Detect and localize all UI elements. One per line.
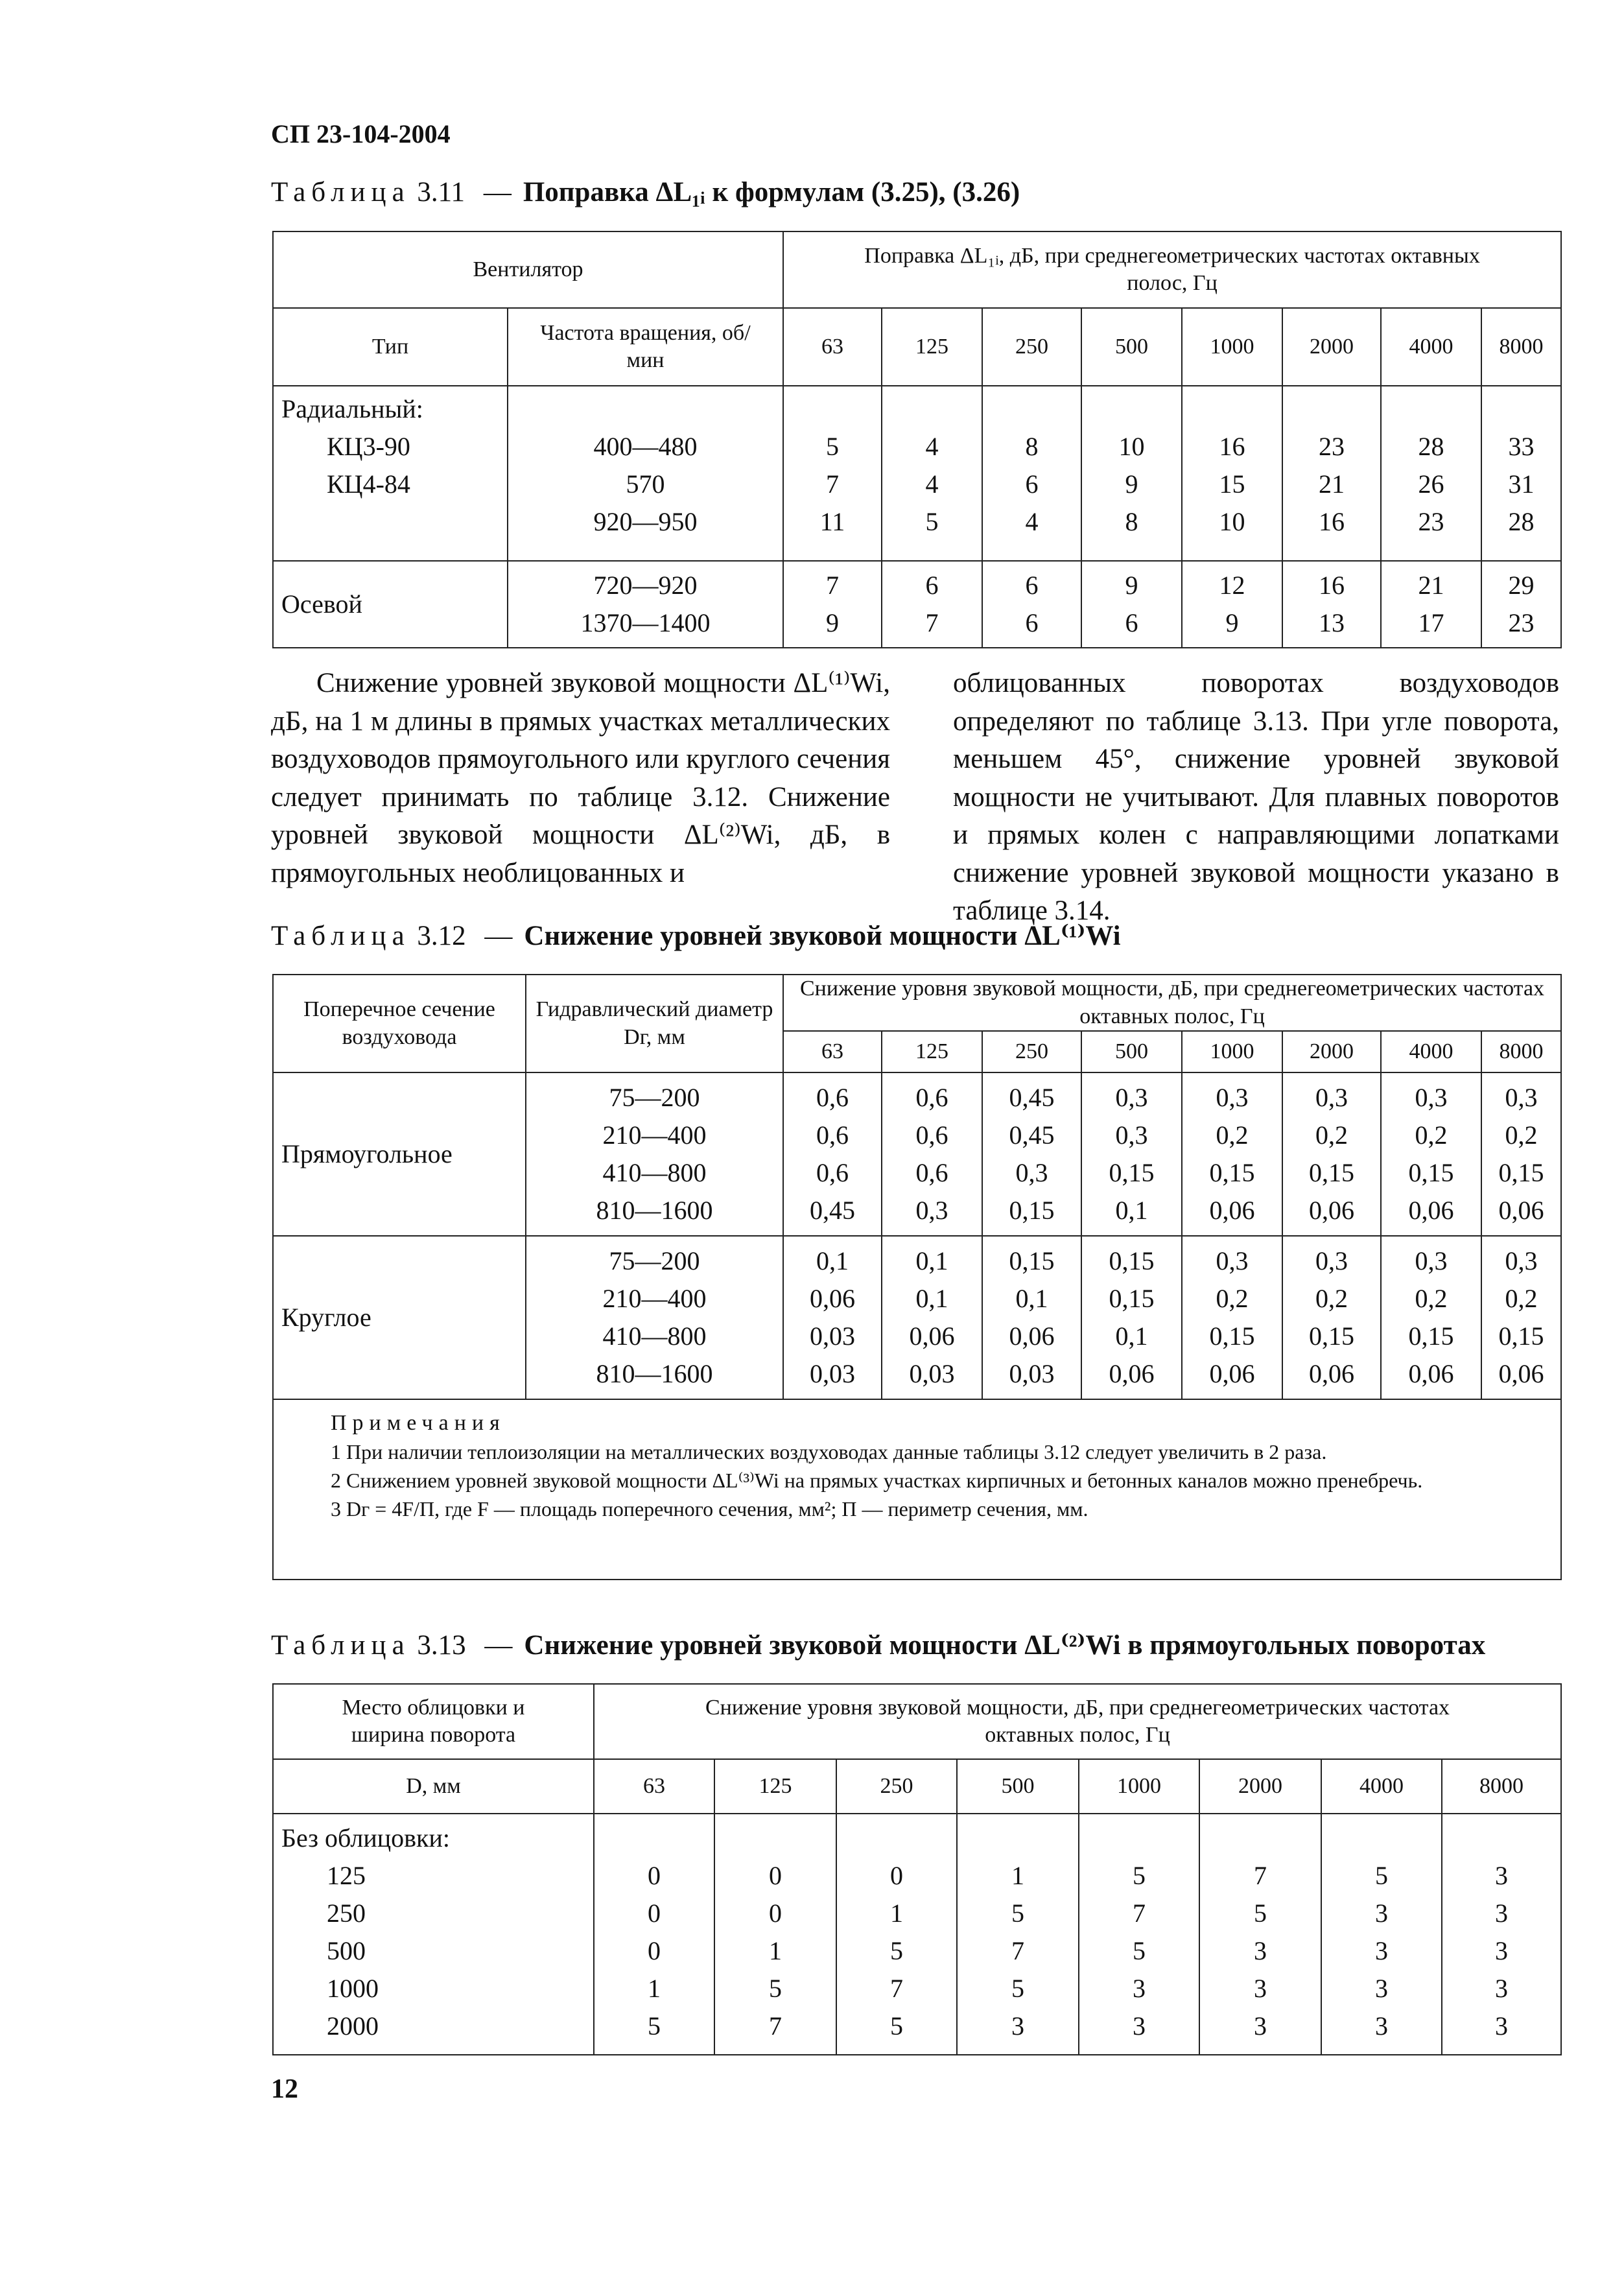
- head-speed: Частота вращения, об/мин: [508, 308, 783, 386]
- note-1: 1 При наличии теплоизоляции на металлических воздуховодах данные таблицы 3.12 следует увеличить в 2 раза.: [331, 1440, 1327, 1463]
- value-column: 7 5 3 3 3: [1199, 1814, 1321, 2055]
- freq-header: 1000: [1182, 1031, 1282, 1072]
- speed-value: 570: [626, 469, 665, 499]
- caption-title: Снижение уровней звуковой мощности ΔL⁽¹⁾Wi: [524, 921, 1121, 951]
- radial-label: Радиальный:: [281, 394, 423, 423]
- axial-label: Осевой: [273, 561, 508, 648]
- freq-header: 1000: [1182, 308, 1282, 386]
- note-3: 3 Dг = 4F/П, где F — площадь поперечного сечения, мм²; П — периметр сечения, мм.: [331, 1497, 1089, 1521]
- caption-number: 3.12: [417, 921, 466, 951]
- head-place: Место облицовки и ширина поворота: [273, 1684, 594, 1759]
- freq-header: 63: [783, 308, 882, 386]
- value-column: 0,3 0,2 0,15 0,06: [1282, 1236, 1381, 1399]
- value-column: 16 15 10: [1182, 386, 1282, 561]
- value-column: 1 5 7 5 3: [957, 1814, 1079, 2055]
- value-column: 0,3 0,3 0,15 0,1: [1081, 1072, 1182, 1236]
- caption-title: Поправка ΔL₁ᵢ к формулам (3.25), (3.26): [523, 177, 1020, 207]
- value-column: 0,15 0,1 0,06 0,03: [982, 1236, 1081, 1399]
- caption-number: 3.13: [417, 1630, 466, 1661]
- value-column: 28 26 23: [1381, 386, 1481, 561]
- table-row-radial: [273, 386, 1561, 561]
- notes-title: Примечания: [331, 1411, 506, 1435]
- radial-model: КЦ4-84: [327, 469, 410, 499]
- group-label: Без облицовки:: [281, 1823, 450, 1853]
- freq-header: 125: [882, 308, 982, 386]
- value-column: 0,3 0,2 0,15 0,06: [1182, 1072, 1282, 1236]
- rect-label: Прямоугольное: [273, 1072, 526, 1236]
- value-column: 33 31 28: [1481, 386, 1561, 561]
- value-column: 0,3 0,2 0,15 0,06: [1381, 1236, 1481, 1399]
- head-reduction: Снижение уровня звуковой мощности, дБ, при среднегеометрических частотах октавных полос, Гц: [594, 1684, 1561, 1759]
- table-row-round: Круглое 75—200 210—400 410—800 810—1600 0,1 0,06 0,03 0,03 0,1 0,1 0,06 0,03 0,15 0,1 0,06 0,03 0,15 0,15 0,1 0,06 0,3 0,2 0,15 0,06 0,3 0,2 0,15 0,06 0,3 0,2 0,15 0,06 0,3 0,2 0,15 0,06: [273, 1236, 1561, 1399]
- freq-header: 8000: [1481, 1031, 1561, 1072]
- value-column: 23 21 16: [1282, 386, 1381, 561]
- freq-header: 63: [594, 1759, 714, 1814]
- table-3-12-caption: Таблица 3.12 — Снижение уровней звуковой мощности ΔL⁽¹⁾Wi: [271, 921, 1121, 951]
- value-column: 0,3 0,2 0,15 0,06: [1282, 1072, 1381, 1236]
- head-fan: Вентилятор: [273, 231, 783, 308]
- freq-header: 63: [783, 1031, 882, 1072]
- value-column: 0,45 0,45 0,3 0,15: [982, 1072, 1081, 1236]
- table-3-13-caption: Таблица 3.13 — Снижение уровней звуковой мощности ΔL⁽²⁾Wi в прямоугольных поворотах: [271, 1630, 1486, 1661]
- value-column: 5 7 5 3 3: [1079, 1814, 1199, 2055]
- value-column: 0,1 0,1 0,06 0,03: [882, 1236, 982, 1399]
- paragraph-right: облицованных поворотах воздуховодов определяют по таблице 3.13. При угле поворота, меньшем 45°, снижение уровней звуковой мощности не учитывают. Для плавных поворотов и прямых колен с направляющими лопатками снижение уровней звуковой мощности указано в таблице 3.14.: [953, 668, 1559, 926]
- freq-header: 250: [836, 1759, 957, 1814]
- value-column: 0 1 5 7 5: [836, 1814, 957, 2055]
- table-row-rectangular: Прямоугольное 75—200 210—400 410—800 810—1600 0,6 0,6 0,6 0,45 0,6 0,6 0,6 0,3 0,45 0,45 0,3 0,15 0,3 0,3 0,15 0,1 0,3 0,2 0,15 0,06 0,3 0,2 0,15 0,06 0,3 0,2 0,15 0,06 0,3 0,2 0,15 0,06: [273, 1072, 1561, 1236]
- head-d: D, мм: [273, 1759, 594, 1814]
- head-reduction: Снижение уровня звуковой мощности, дБ, при среднегеометрических частотах октавных полос, Гц: [783, 975, 1561, 1031]
- freq-header: 2000: [1199, 1759, 1321, 1814]
- freq-header: 2000: [1282, 1031, 1381, 1072]
- caption-number: 3.11: [417, 177, 465, 207]
- table-3-11: [272, 231, 1562, 648]
- radial-model: КЦ3-90: [327, 432, 410, 461]
- speed-value: 1370—1400: [580, 608, 711, 637]
- document-header: СП 23-104-2004: [271, 119, 451, 148]
- value-column: 0,3 0,2 0,15 0,06: [1481, 1236, 1561, 1399]
- caption-prefix: Таблица: [271, 921, 410, 951]
- freq-header: 4000: [1381, 308, 1481, 386]
- freq-header: 1000: [1079, 1759, 1199, 1814]
- table-notes-row: [273, 1399, 1561, 1580]
- value-column: 29 23: [1481, 561, 1561, 648]
- value-column: 3 3 3 3 3: [1442, 1814, 1561, 2055]
- value-column: 0 0 1 5 7: [714, 1814, 836, 2055]
- value-column: 0,3 0,2 0,15 0,06: [1481, 1072, 1561, 1236]
- value-column: 7 9: [783, 561, 882, 648]
- speed-value: 400—480: [593, 432, 698, 461]
- value-column: 12 9: [1182, 561, 1282, 648]
- caption-prefix: Таблица: [271, 177, 410, 207]
- freq-header: 250: [982, 308, 1081, 386]
- speed-value: 720—920: [593, 571, 698, 600]
- freq-header: 500: [957, 1759, 1079, 1814]
- caption-title: Снижение уровней звуковой мощности ΔL⁽²⁾Wi в прямоугольных поворотах: [524, 1630, 1486, 1661]
- head-diameter: Гидравлический диаметр Dг, мм: [526, 975, 783, 1072]
- speed-value: 920—950: [593, 507, 698, 536]
- head-section: Поперечное сечение воздуховода: [273, 975, 526, 1072]
- table-3-12: [272, 974, 1562, 1580]
- freq-header: 250: [982, 1031, 1081, 1072]
- value-column: 0,3 0,2 0,15 0,06: [1381, 1072, 1481, 1236]
- value-column: 0,15 0,15 0,1 0,06: [1081, 1236, 1182, 1399]
- value-column: 8 6 4: [982, 386, 1081, 561]
- freq-header: 2000: [1282, 308, 1381, 386]
- value-column: 10 9 8: [1081, 386, 1182, 561]
- freq-header: 8000: [1442, 1759, 1561, 1814]
- head-type: Тип: [273, 308, 508, 386]
- freq-header: 125: [882, 1031, 982, 1072]
- table-row-axial: [273, 561, 1561, 648]
- value-column: 0,1 0,06 0,03 0,03: [783, 1236, 882, 1399]
- value-column: 0,6 0,6 0,6 0,45: [783, 1072, 882, 1236]
- freq-header: 4000: [1321, 1759, 1442, 1814]
- value-column: 16 13: [1282, 561, 1381, 648]
- page-number: 12: [271, 2074, 298, 2104]
- table-3-13: [272, 1683, 1562, 2055]
- freq-header: 125: [714, 1759, 836, 1814]
- value-column: 0,3 0,2 0,15 0,06: [1182, 1236, 1282, 1399]
- value-column: 0 0 0 1 5: [594, 1814, 714, 2055]
- note-2: 2 Снижением уровней звуковой мощности ΔL⁽³⁾Wi на прямых участках кирпичных и бетонных каналов можно пренебречь.: [331, 1469, 1423, 1492]
- table-3-11-caption: Таблица 3.11 — Поправка ΔL₁ᵢ к формулам (3.25), (3.26): [271, 177, 1020, 207]
- value-column: 6 7: [882, 561, 982, 648]
- caption-prefix: Таблица: [271, 1630, 410, 1661]
- value-column: 4 4 5: [882, 386, 982, 561]
- freq-header: 500: [1081, 308, 1182, 386]
- value-column: 5 3 3 3 3: [1321, 1814, 1442, 2055]
- value-column: 21 17: [1381, 561, 1481, 648]
- paragraph-left: Снижение уровней звуковой мощности ΔL⁽¹⁾Wi, дБ, на 1 м длины в прямых участках металлических воздуховодов прямоугольного или круглого сечения следует принимать по таблице 3.12. Снижение уровней звуковой мощности ΔL⁽²⁾Wi, дБ, в прямоугольных необлицованных и: [271, 668, 890, 888]
- table-row-no-lining: Без облицовки: 125 250 500 1000 2000 0 0 0 1 5 0 0 1 5 7 0 1 5 7 5 1 5 7 5 3 5 7 5 3 3 7 5 3 3 3 5 3 3 3 3 3 3 3 3 3: [273, 1814, 1561, 2055]
- freq-header: 4000: [1381, 1031, 1481, 1072]
- freq-header: 500: [1081, 1031, 1182, 1072]
- value-column: 5 7 11: [783, 386, 882, 561]
- value-column: 9 6: [1081, 561, 1182, 648]
- head-correction: Поправка ΔL₁ᵢ, дБ, при среднегеометрических частотах октавных полос, Гц: [783, 231, 1561, 308]
- round-label: Круглое: [273, 1236, 526, 1399]
- value-column: 6 6: [982, 561, 1081, 648]
- value-column: 0,6 0,6 0,6 0,3: [882, 1072, 982, 1236]
- freq-header: 8000: [1481, 308, 1561, 386]
